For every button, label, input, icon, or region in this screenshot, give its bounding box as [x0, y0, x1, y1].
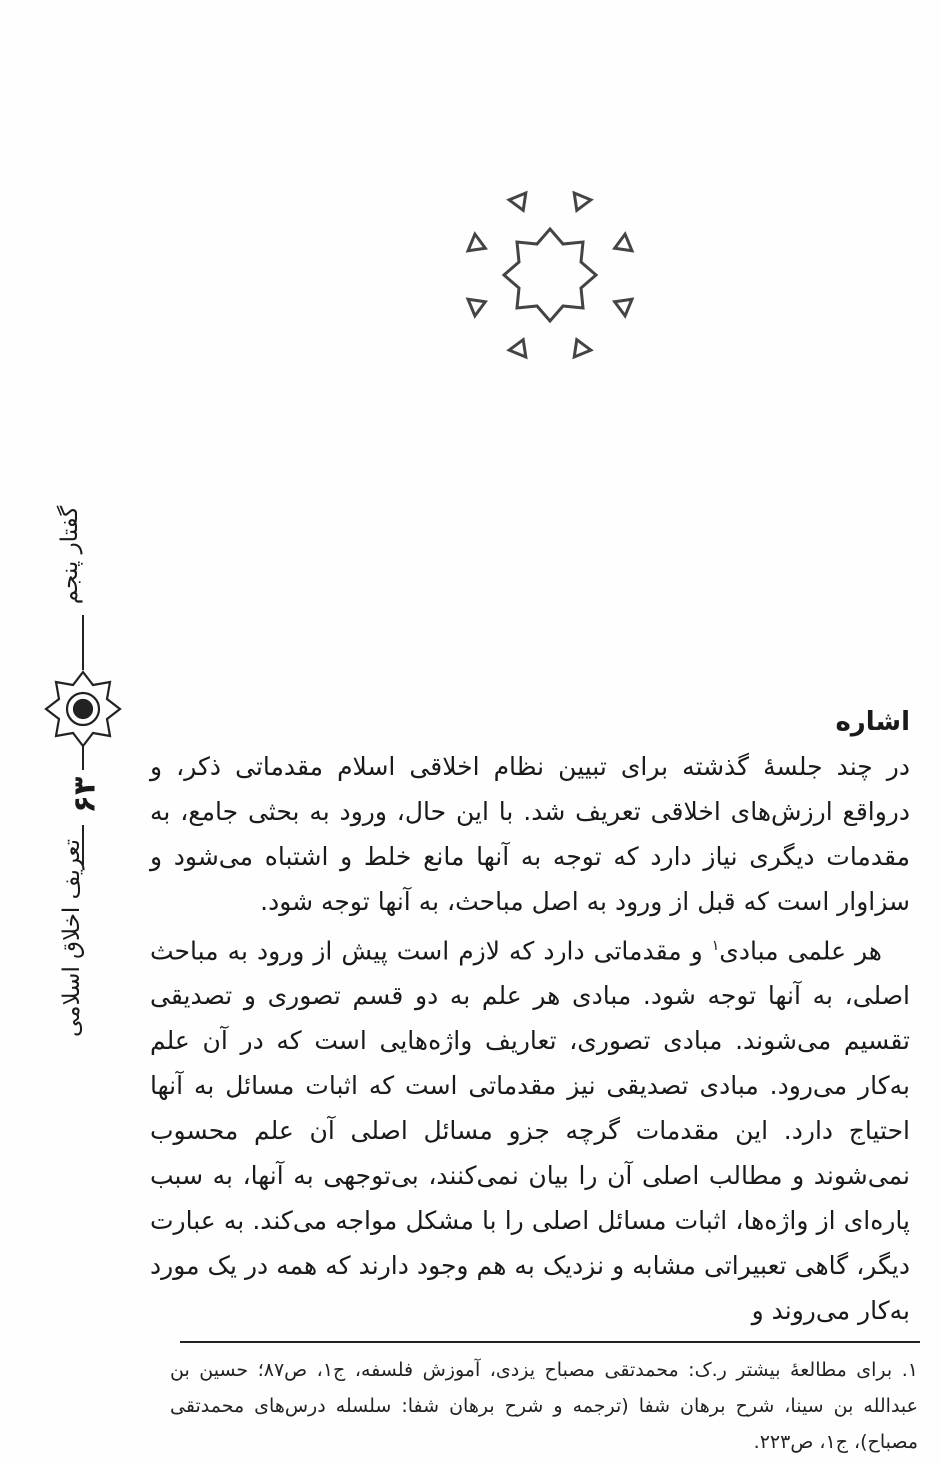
rosette-core — [74, 700, 92, 718]
main-text — [150, 700, 920, 1333]
paragraph-body: و مقدماتی دارد که لازم است پیش از ورود به مباحث اصلی، به آنها توجه شود. مبادی هر علم به دو قسم تصوری و تصدیقی تقسیم می‌شوند. مبادی تصوری، تعاریف واژه‌هایی است که در آن علم به‌کار می‌رود. مبادی تصدیقی نیز مقدماتی است که اثبات مسائل به آنها احتیاج دارد. این مقدمات گرچه جزو مسائل اصلی آن علم محسوب نمی‌شوند و مطالب اصلی آن را بیان نمی‌کنند، بی‌توجهی به آنها، به سبب پاره‌ای از واژه‌ها، اثبات مسائل اصلی را با مشکل مواجه می‌کند. به عبارت دیگر، گاهی تعبیراتی مشابه و نزدیک به هم وجود دارند که همه در یک مورد به‌کار می‌روند و — [150, 936, 910, 1326]
footnote-divider — [180, 1341, 920, 1343]
margin-rule — [82, 745, 84, 770]
ornament-triangle — [468, 234, 485, 251]
paragraph — [150, 924, 920, 1333]
chapter-label: گفتار پنجم — [57, 505, 83, 605]
ornament-triangle — [509, 340, 526, 357]
ornament-triangle-ring — [468, 193, 632, 357]
ornament-center-star — [504, 229, 596, 321]
section-heading: اشاره — [835, 707, 910, 737]
ornament-triangle — [574, 340, 591, 357]
footnote: ۱. برای مطالعهٔ بیشتر ر.ک: محمدتقی مصباح یزدی، آموزش فلسفه، ج۱، ص۸۷؛ حسین بن عبدالله بن سینا، شرح برهان شفا (ترجمه و شرح برهان شفا: سلسله درس‌های محمدتقی مصباح)، ج۱، ص۲۲۳. — [170, 1359, 918, 1453]
page-number: ۶۳ — [67, 776, 103, 814]
rosette-icon — [42, 668, 124, 750]
side-margin — [0, 0, 150, 1464]
paragraph: در چند جلسهٔ گذشته برای تبیین نظام اخلاقی اسلام مقدماتی ذکر، و درواقع ارزش‌های اخلاقی تعریف شد. با این حال، ورود به بحثی جامع، به مقدمات دیگری نیاز دارد که توجه به آنها مانع خلط و اشتباه می‌شود و سزاوار است که قبل از ورود به اصل مباحث، به آنها توجه شود. — [150, 752, 910, 916]
ornament-triangle — [574, 193, 591, 210]
ornament-triangle — [468, 299, 485, 316]
ornament-triangle — [615, 299, 632, 316]
paragraph-lead: هر علمی مبادی — [719, 936, 882, 966]
subject-label: تعریف اخلاق اسلامی — [59, 838, 85, 1038]
ornament-triangle — [509, 193, 526, 210]
star-ornament-icon — [450, 175, 650, 375]
ornament-triangle — [615, 234, 632, 251]
footnote-marker[interactable]: ۱ — [711, 938, 720, 954]
star-ornament-graphic — [450, 175, 650, 375]
margin-rule — [82, 615, 84, 670]
